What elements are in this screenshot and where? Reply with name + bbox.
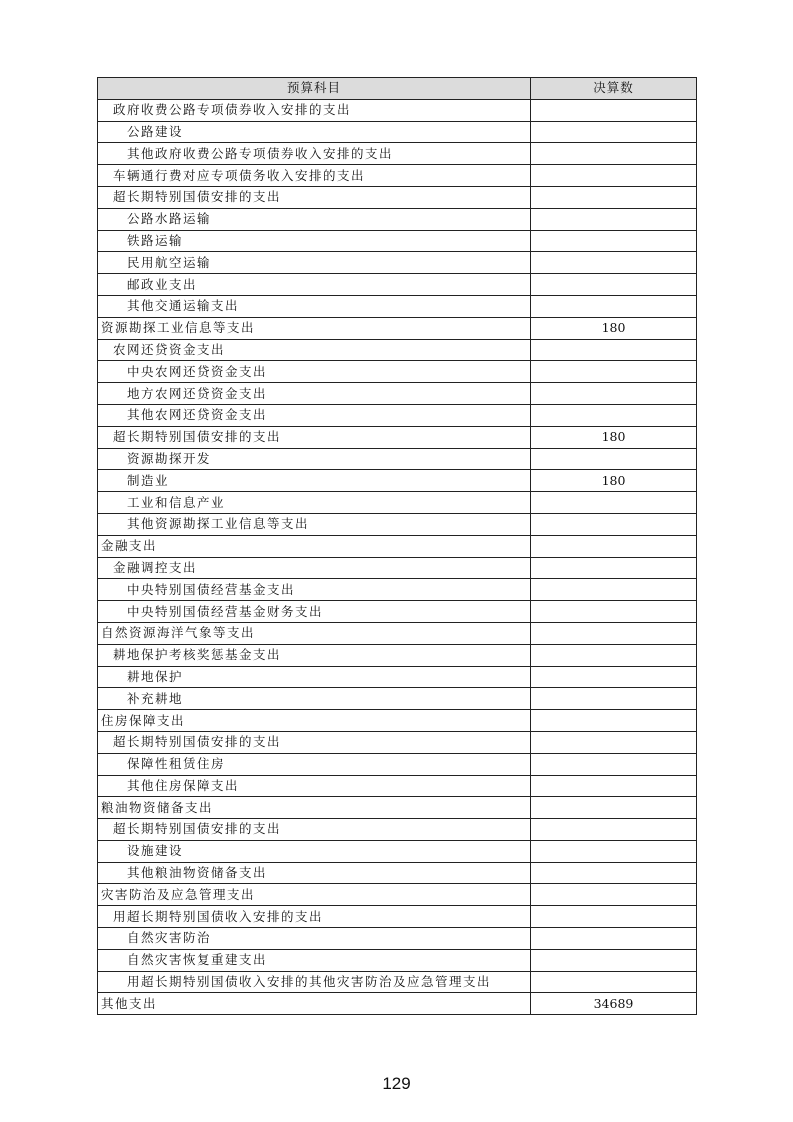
- table-row: [98, 274, 697, 296]
- row-amount: [531, 361, 697, 383]
- table-row: [98, 622, 697, 644]
- row-amount: [531, 513, 697, 535]
- row-subject: 其他农网还贷资金支出: [98, 404, 531, 426]
- row-amount: [531, 143, 697, 165]
- table-row: [98, 99, 697, 121]
- table-row: [98, 230, 697, 252]
- table-row: [98, 557, 697, 579]
- table-row: [98, 121, 697, 143]
- table-body: [98, 99, 697, 1014]
- row-subject: 自然资源海洋气象等支出: [98, 622, 531, 644]
- row-amount: [531, 797, 697, 819]
- row-amount: [531, 579, 697, 601]
- row-subject: 自然灾害防治: [98, 928, 531, 950]
- row-subject: 其他交通运输支出: [98, 295, 531, 317]
- table-row: [98, 165, 697, 187]
- row-amount: [531, 862, 697, 884]
- row-amount: [531, 840, 697, 862]
- row-subject: 公路水路运输: [98, 208, 531, 230]
- table-row: [98, 993, 697, 1015]
- row-subject: 补充耕地: [98, 688, 531, 710]
- row-amount: [531, 949, 697, 971]
- budget-table: [97, 77, 697, 1015]
- row-amount: [531, 535, 697, 557]
- row-subject: 铁路运输: [98, 230, 531, 252]
- row-subject: 制造业: [98, 470, 531, 492]
- header-amount: 决算数: [531, 78, 697, 100]
- table-row: [98, 731, 697, 753]
- row-subject: 车辆通行费对应专项债务收入安排的支出: [98, 165, 531, 187]
- table-row: [98, 971, 697, 993]
- row-amount: [531, 252, 697, 274]
- row-amount: [531, 666, 697, 688]
- table-row: [98, 295, 697, 317]
- row-amount: [531, 339, 697, 361]
- row-amount: [531, 383, 697, 405]
- table-row: [98, 426, 697, 448]
- row-amount: [531, 884, 697, 906]
- row-subject: 中央农网还贷资金支出: [98, 361, 531, 383]
- table-row: [98, 579, 697, 601]
- table-row: [98, 688, 697, 710]
- table-row: [98, 775, 697, 797]
- row-amount: 34689: [531, 993, 697, 1015]
- table-row: [98, 252, 697, 274]
- row-subject: 超长期特别国债安排的支出: [98, 731, 531, 753]
- table-header: [98, 78, 697, 100]
- row-subject: 中央特别国债经营基金财务支出: [98, 601, 531, 623]
- row-amount: [531, 165, 697, 187]
- table-row: [98, 710, 697, 732]
- page-number: 129: [382, 1074, 411, 1093]
- row-subject: 住房保障支出: [98, 710, 531, 732]
- row-subject: 用超长期特别国债收入安排的支出: [98, 906, 531, 928]
- row-subject: 耕地保护: [98, 666, 531, 688]
- row-amount: [531, 731, 697, 753]
- table-row: [98, 492, 697, 514]
- table-row: [98, 535, 697, 557]
- row-subject: 自然灾害恢复重建支出: [98, 949, 531, 971]
- table-row: [98, 666, 697, 688]
- table-row: [98, 601, 697, 623]
- row-subject: 农网还贷资金支出: [98, 339, 531, 361]
- row-subject: 其他政府收费公路专项债券收入安排的支出: [98, 143, 531, 165]
- row-amount: [531, 753, 697, 775]
- table-row: [98, 644, 697, 666]
- table-row: [98, 186, 697, 208]
- row-amount: [531, 230, 697, 252]
- row-amount: [531, 274, 697, 296]
- row-amount: [531, 557, 697, 579]
- row-amount: [531, 404, 697, 426]
- row-subject: 其他支出: [98, 993, 531, 1015]
- header-row: [98, 78, 697, 100]
- table-row: [98, 143, 697, 165]
- row-subject: 其他资源勘探工业信息等支出: [98, 513, 531, 535]
- row-amount: [531, 775, 697, 797]
- row-subject: 民用航空运输: [98, 252, 531, 274]
- row-subject: 政府收费公路专项债券收入安排的支出: [98, 99, 531, 121]
- row-subject: 金融支出: [98, 535, 531, 557]
- row-subject: 其他住房保障支出: [98, 775, 531, 797]
- table-row: [98, 928, 697, 950]
- row-subject: 设施建设: [98, 840, 531, 862]
- row-amount: 180: [531, 317, 697, 339]
- row-subject: 超长期特别国债安排的支出: [98, 186, 531, 208]
- row-amount: [531, 622, 697, 644]
- header-subject: 预算科目: [98, 78, 531, 100]
- row-amount: [531, 644, 697, 666]
- row-amount: [531, 906, 697, 928]
- row-subject: 地方农网还贷资金支出: [98, 383, 531, 405]
- row-subject: 灾害防治及应急管理支出: [98, 884, 531, 906]
- row-subject: 用超长期特别国债收入安排的其他灾害防治及应急管理支出: [98, 971, 531, 993]
- row-subject: 超长期特别国债安排的支出: [98, 426, 531, 448]
- table-row: [98, 840, 697, 862]
- row-subject: 其他粮油物资储备支出: [98, 862, 531, 884]
- row-subject: 邮政业支出: [98, 274, 531, 296]
- row-amount: [531, 121, 697, 143]
- table-row: [98, 819, 697, 841]
- row-subject: 工业和信息产业: [98, 492, 531, 514]
- table-row: [98, 339, 697, 361]
- row-amount: [531, 928, 697, 950]
- table-row: [98, 448, 697, 470]
- table-row: [98, 513, 697, 535]
- table-row: [98, 404, 697, 426]
- row-amount: [531, 819, 697, 841]
- row-amount: [531, 99, 697, 121]
- row-subject: 保障性租赁住房: [98, 753, 531, 775]
- table-row: [98, 797, 697, 819]
- row-amount: [531, 448, 697, 470]
- table-row: [98, 862, 697, 884]
- row-amount: [531, 295, 697, 317]
- table-row: [98, 949, 697, 971]
- table-row: [98, 884, 697, 906]
- table-row: [98, 383, 697, 405]
- row-subject: 粮油物资储备支出: [98, 797, 531, 819]
- row-amount: [531, 688, 697, 710]
- row-amount: [531, 492, 697, 514]
- table-row: [98, 317, 697, 339]
- row-amount: [531, 601, 697, 623]
- table-row: [98, 361, 697, 383]
- row-amount: 180: [531, 426, 697, 448]
- table-row: [98, 753, 697, 775]
- row-subject: 公路建设: [98, 121, 531, 143]
- row-amount: [531, 186, 697, 208]
- row-amount: [531, 710, 697, 732]
- row-subject: 中央特别国债经营基金支出: [98, 579, 531, 601]
- table-row: [98, 470, 697, 492]
- table-row: [98, 208, 697, 230]
- row-subject: 超长期特别国债安排的支出: [98, 819, 531, 841]
- row-subject: 金融调控支出: [98, 557, 531, 579]
- table-row: [98, 906, 697, 928]
- row-amount: 180: [531, 470, 697, 492]
- row-subject: 耕地保护考核奖惩基金支出: [98, 644, 531, 666]
- row-subject: 资源勘探工业信息等支出: [98, 317, 531, 339]
- row-amount: [531, 208, 697, 230]
- row-amount: [531, 971, 697, 993]
- row-subject: 资源勘探开发: [98, 448, 531, 470]
